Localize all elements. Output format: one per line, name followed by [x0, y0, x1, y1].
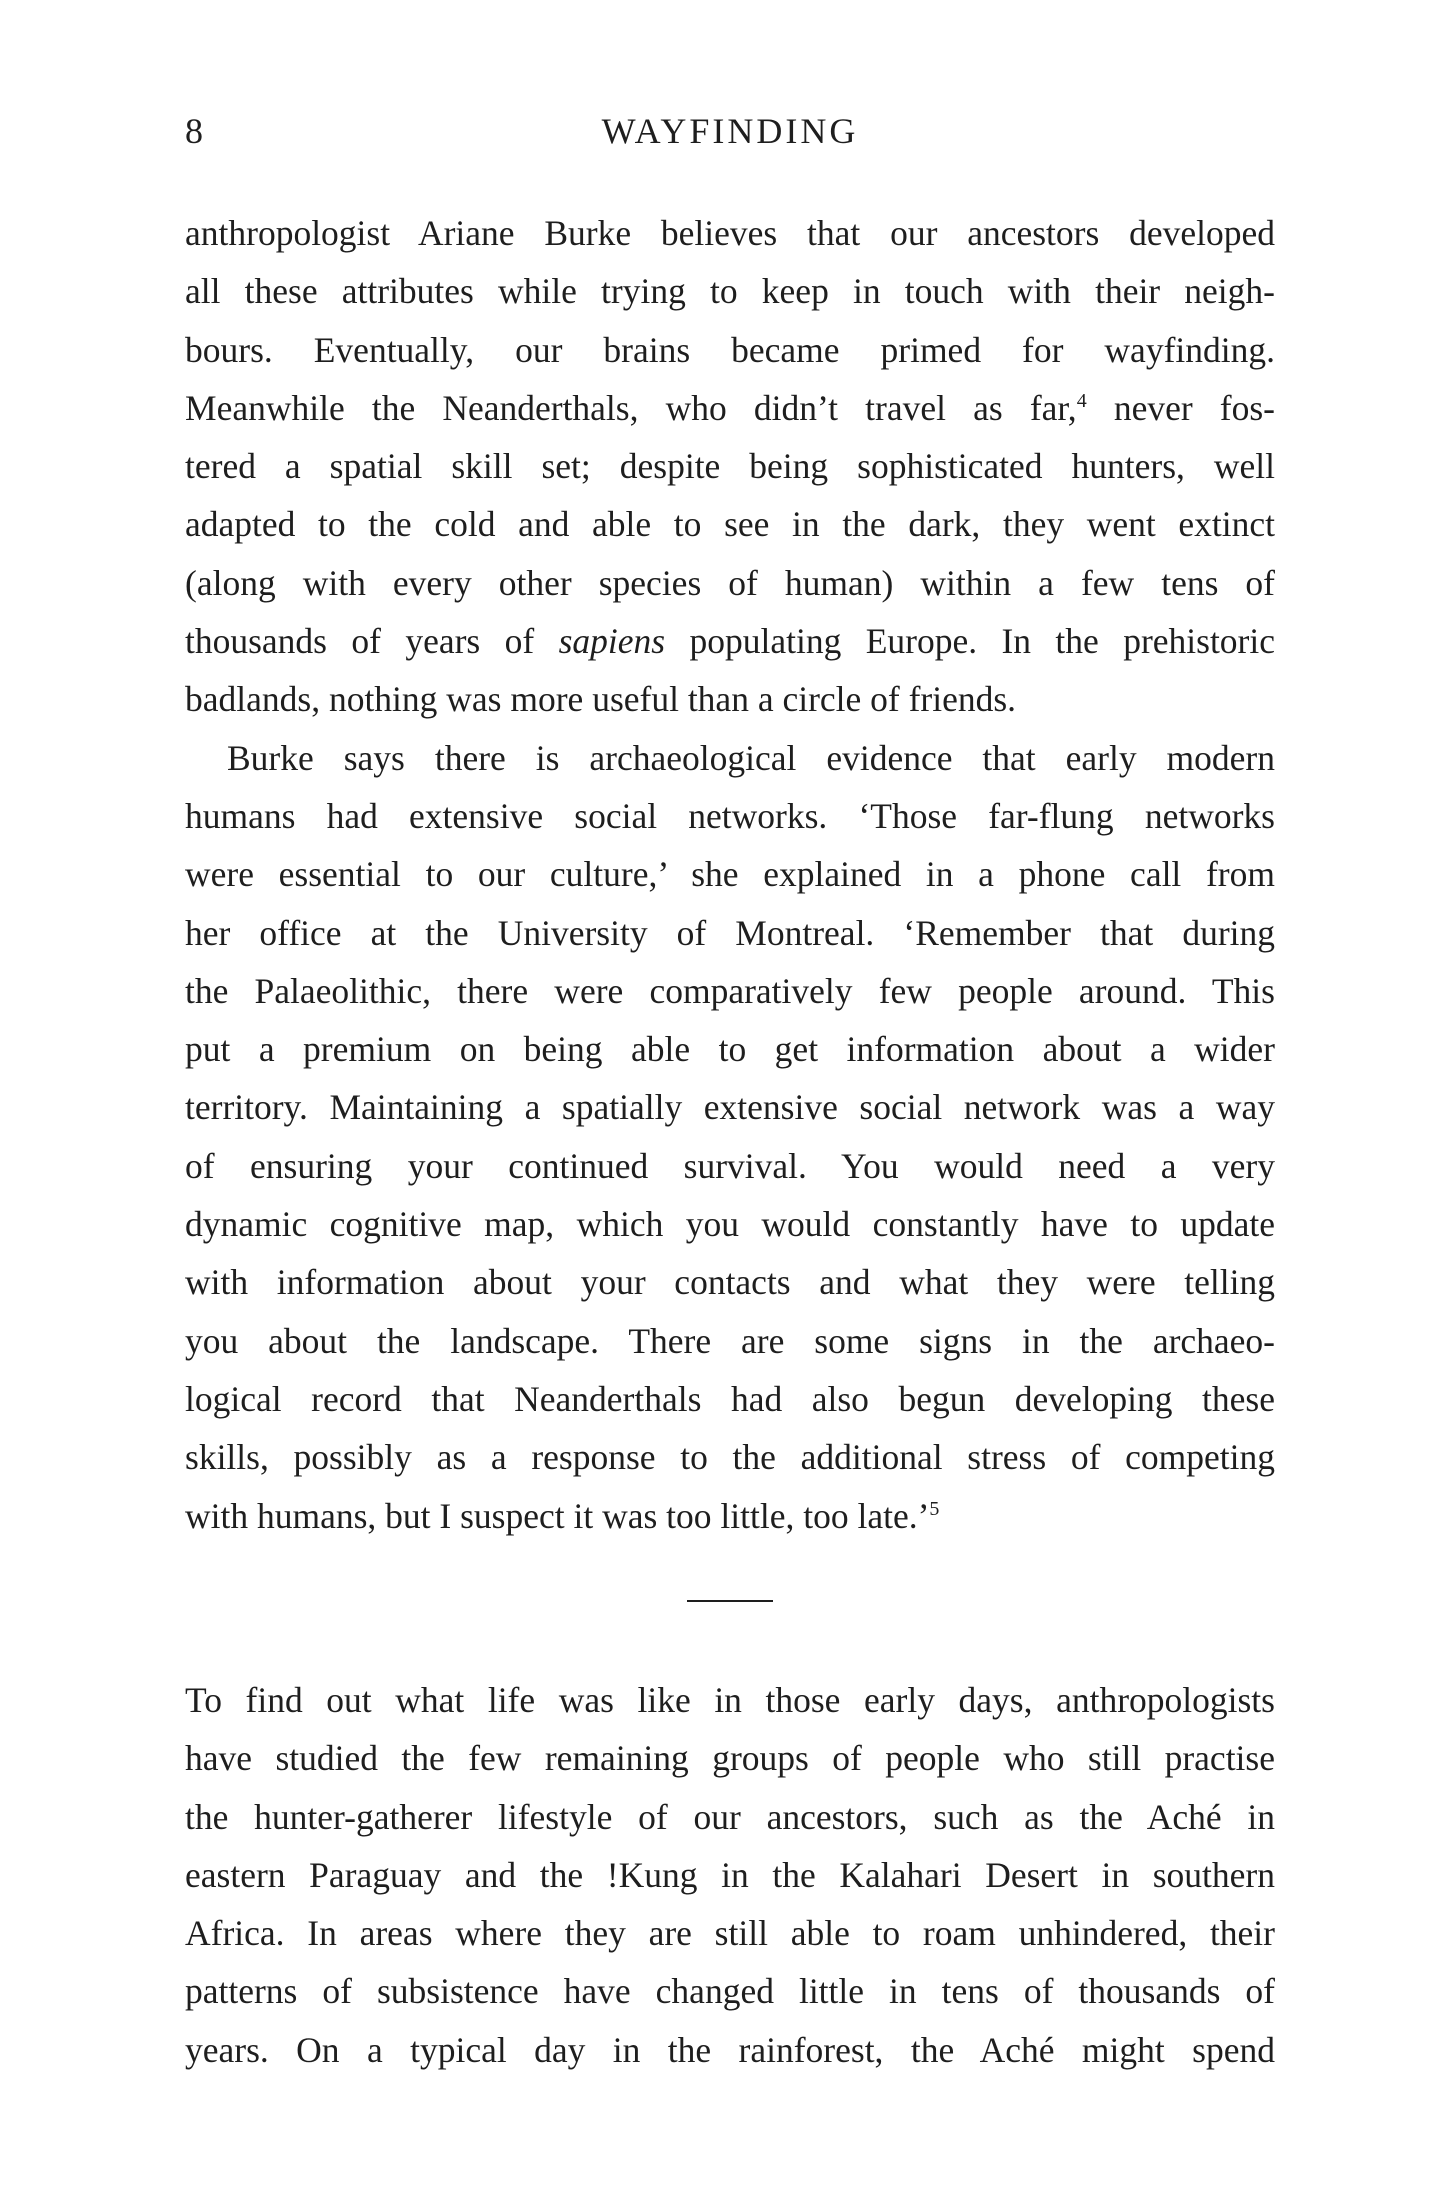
- text-line: tered a spatial skill set; despite being sophisticated hunters, well: [185, 446, 1275, 487]
- section-break-rule: [687, 1600, 773, 1602]
- text-line: Africa. In areas where they are still able to roam unhindered, their: [185, 1913, 1275, 1954]
- text-line: were essential to our culture,’ she explained in a phone call from: [185, 854, 1275, 895]
- text-line: adapted to the cold and able to see in the dark, they went extinct: [185, 504, 1275, 545]
- text-line: logical record that Neanderthals had also begun developing these: [185, 1378, 1275, 1419]
- text-span: with humans, but I suspect it was too little, too late.’: [185, 1495, 930, 1536]
- text-span: populating Europe. In the prehistoric: [665, 621, 1275, 662]
- footnote-reference: 5: [929, 1497, 940, 1520]
- text-line: [185, 612, 1275, 670]
- text-line: [185, 379, 1275, 437]
- page-number: 8: [185, 111, 203, 151]
- text-line: To find out what life was like in those early days, anthropologists: [185, 1680, 1275, 1720]
- footnote-reference: 4: [1076, 390, 1087, 413]
- text-line: the Palaeolithic, there were comparatively few people around. This: [185, 970, 1275, 1011]
- text-line: have studied the few remaining groups of people who still practise: [185, 1738, 1275, 1779]
- text-line: years. On a typical day in the rainforest, the Aché might spend: [185, 2029, 1275, 2070]
- text-line: you about the landscape. There are some signs in the archaeo-: [185, 1320, 1275, 1361]
- text-block-upper: [185, 204, 1275, 1545]
- text-span: thousands of years of: [185, 621, 559, 662]
- text-span: never fos-: [1086, 387, 1275, 428]
- running-title: WAYFINDING: [601, 111, 859, 151]
- text-line: badlands, nothing was more useful than a circle of friends.: [185, 679, 1017, 720]
- text-line: [185, 1487, 1275, 1545]
- text-line: eastern Paraguay and the !Kung in the Kalahari Desert in southern: [185, 1854, 1275, 1895]
- text-line: anthropologist Ariane Burke believes that our ancestors developed: [185, 213, 1275, 253]
- text-block-lower: [185, 1671, 1275, 2079]
- running-head: [185, 108, 1275, 154]
- text-line: territory. Maintaining a spatially extensive social network was a way: [185, 1087, 1275, 1128]
- italic-word: sapiens: [558, 621, 666, 662]
- text-line: humans had extensive social networks. ‘Those far-flung networks: [185, 795, 1275, 836]
- text-span: Meanwhile the Neanderthals, who didn’t travel as far,: [185, 387, 1077, 428]
- text-line: Burke says there is archaeological evidence that early modern: [227, 737, 1275, 778]
- text-line: all these attributes while trying to keep in touch with their neigh-: [185, 271, 1275, 312]
- text-line: put a premium on being able to get information about a wider: [185, 1029, 1275, 1070]
- text-line: (along with every other species of human) within a few tens of: [185, 562, 1275, 603]
- text-line: dynamic cognitive map, which you would constantly have to update: [185, 1204, 1275, 1245]
- text-line: of ensuring your continued survival. You would need a very: [185, 1145, 1275, 1186]
- text-line: bours. Eventually, our brains became primed for wayfinding.: [185, 329, 1275, 370]
- text-line: her office at the University of Montreal. ‘Remember that during: [185, 912, 1275, 953]
- text-line: patterns of subsistence have changed little in tens of thousands of: [185, 1971, 1275, 2012]
- text-line: skills, possibly as a response to the additional stress of competing: [185, 1437, 1275, 1478]
- text-line: with information about your contacts and what they were telling: [185, 1262, 1275, 1303]
- text-line: the hunter-gatherer lifestyle of our ancestors, such as the Aché in: [185, 1796, 1275, 1837]
